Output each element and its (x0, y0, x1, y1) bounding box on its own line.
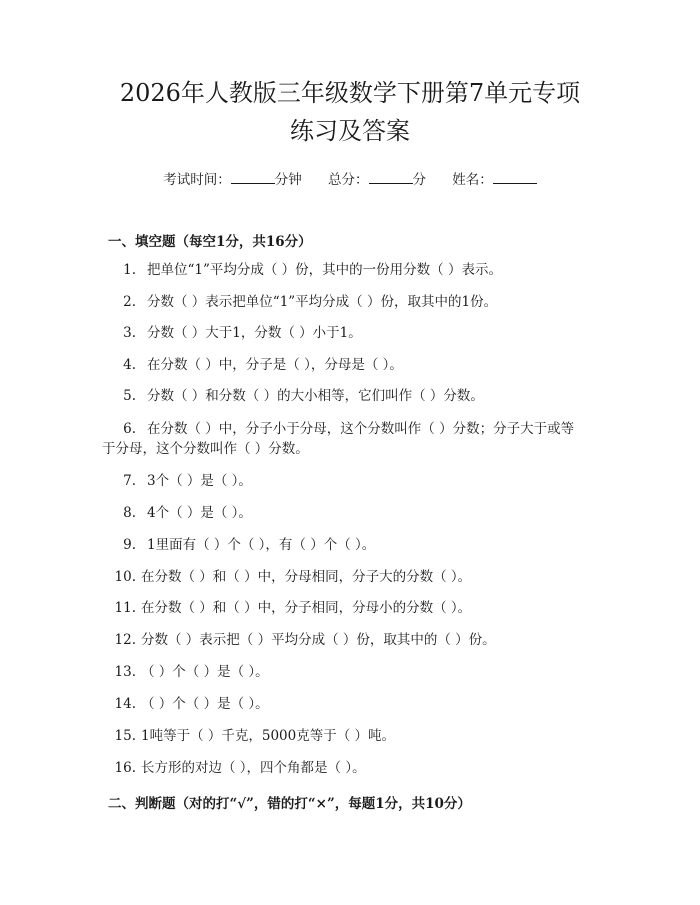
question-text: 分数（ ）表示把（ ）平均分成（ ）份，取其中的（ ）份。 (141, 632, 496, 648)
document-title (60, 74, 640, 150)
total-score-blank (369, 169, 413, 184)
student-name-label: 姓名： (452, 172, 493, 188)
question-item (108, 662, 603, 682)
question-number: 2. (123, 294, 136, 310)
title-line-2: 练习及答案 (290, 117, 410, 145)
question-text: 在分数（ ）中，分子小于分母，这个分数叫作（ ）分数；分子大于或等 (147, 421, 575, 437)
question-item (108, 535, 603, 555)
question-item (108, 694, 603, 714)
question-item (108, 323, 603, 343)
question-item (108, 630, 603, 650)
question-text: 在分数（ ）中，分子是（ ），分母是（ ）。 (147, 357, 403, 373)
question-item (108, 503, 603, 523)
question-item (108, 567, 603, 587)
question-text: 1吨等于（ ）千克，5000克等于（ ）吨。 (141, 728, 396, 744)
question-number: 11. (114, 600, 136, 616)
question-number: 6. (123, 421, 136, 437)
question-item (108, 471, 603, 491)
question-text: 分数（ ）表示把单位“1”平均分成（ ）份，取其中的1份。 (147, 294, 498, 310)
question-item (102, 419, 604, 459)
question-item (108, 598, 603, 618)
question-text: 分数（ ）大于1，分数（ ）小于1。 (147, 325, 362, 341)
question-item (108, 386, 603, 406)
question-number: 4. (123, 357, 136, 373)
question-text: 在分数（ ）和（ ）中，分母相同，分子大的分数（ ）。 (141, 569, 472, 585)
question-item (108, 292, 603, 312)
question-number: 7. (123, 473, 136, 489)
student-name-field (452, 168, 537, 188)
question-number: 5. (123, 388, 136, 404)
question-number: 15. (114, 728, 136, 744)
total-score-field (328, 168, 426, 188)
question-number: 14. (114, 696, 136, 712)
question-number: 16. (114, 760, 136, 776)
exam-time-field (163, 168, 302, 188)
exam-time-unit: 分钟 (274, 172, 302, 188)
question-number: 3. (123, 325, 136, 341)
question-number: 9. (123, 537, 136, 553)
exam-meta-line (0, 168, 700, 188)
question-text: （ ）个（ ）是（ ）。 (141, 664, 269, 680)
question-number: 8. (123, 505, 136, 521)
total-score-label: 总分： (328, 172, 369, 188)
question-text: 把单位“1”平均分成（ ）份，其中的一份用分数（ ）表示。 (147, 262, 502, 278)
question-text: 3个（ ）是（ ）。 (147, 473, 252, 489)
question-text: 在分数（ ）和（ ）中，分子相同，分母小的分数（ ）。 (141, 600, 472, 616)
section-2-heading: 二、判断题（对的打“√”，错的打“×”，每题1分，共10分） (108, 796, 471, 812)
question-number: 12. (114, 632, 136, 648)
question-text: 长方形的对边（ ），四个角都是（ ）。 (141, 760, 366, 776)
student-name-blank (493, 169, 537, 184)
question-item (108, 260, 603, 280)
question-text: 分数（ ）和分数（ ）的大小相等，它们叫作（ ）分数。 (147, 388, 484, 404)
question-text: （ ）个（ ）是（ ）。 (141, 696, 269, 712)
question-text: 1里面有（ ）个（ ），有（ ）个（ ）。 (147, 537, 376, 553)
question-text: 4个（ ）是（ ）。 (147, 505, 252, 521)
question-item (108, 726, 603, 746)
question-number: 1. (123, 262, 136, 278)
question-item (108, 758, 603, 778)
question-number: 13. (114, 664, 136, 680)
question-text-continued: 于分母，这个分数叫作（ ）分数。 (102, 441, 309, 457)
exam-time-label: 考试时间： (163, 172, 231, 188)
exam-time-blank (231, 169, 275, 184)
section-1-heading: 一、填空题（每空1分，共16分） (108, 234, 312, 250)
title-line-1: 2026年人教版三年级数学下册第7单元专项 (119, 79, 581, 107)
total-score-unit: 分 (412, 172, 426, 188)
question-number: 10. (114, 569, 136, 585)
question-item (108, 355, 603, 375)
